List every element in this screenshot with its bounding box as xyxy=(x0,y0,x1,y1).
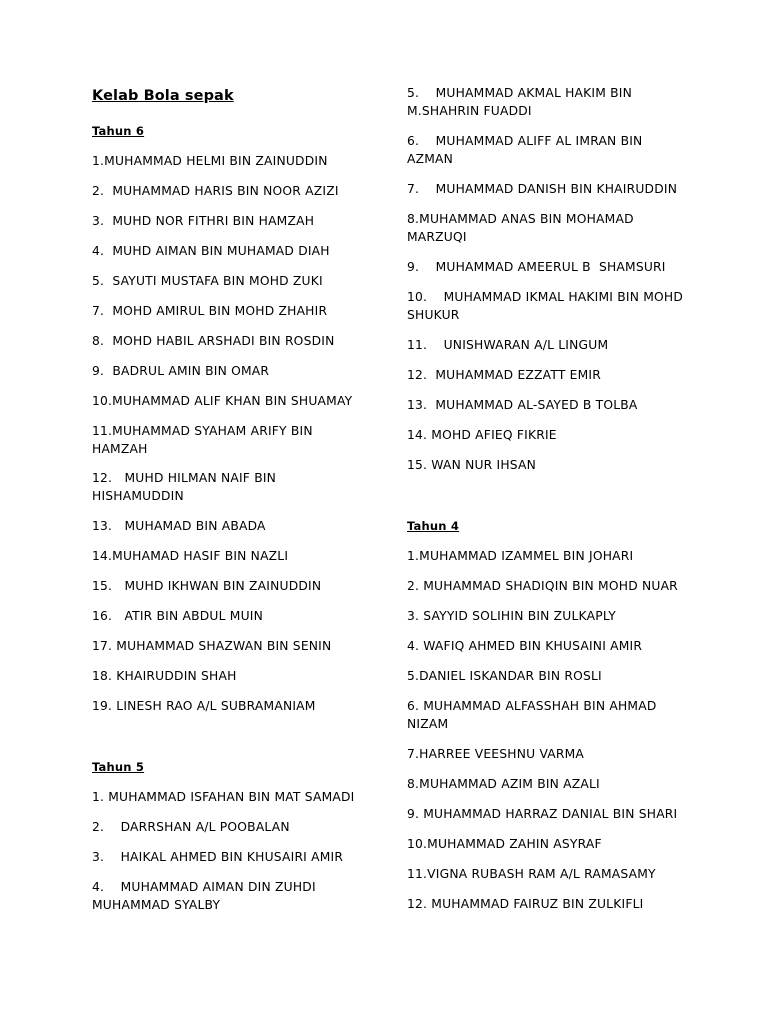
list-item: 16. ATIR BIN ABDUL MUIN xyxy=(92,609,264,623)
list-item: 9. MUHAMMAD HARRAZ DANIAL BIN SHARI xyxy=(407,807,678,821)
list-item: 4. WAFIQ AHMED BIN KHUSAINI AMIR xyxy=(407,639,643,653)
list-item: 1.MUHAMMAD HELMI BIN ZAINUDDIN xyxy=(92,154,328,168)
document-title: Kelab Bola sepak xyxy=(92,88,234,104)
list-item-continuation: HAMZAH xyxy=(92,442,148,456)
list-item: 9. MUHAMMAD AMEERUL B SHAMSURI xyxy=(407,260,666,274)
list-item-continuation: AZMAN xyxy=(407,152,454,166)
list-item: 11.MUHAMMAD SYAHAM ARIFY BIN xyxy=(92,424,313,438)
list-item-continuation: MUHAMMAD SYALBY xyxy=(92,898,221,912)
list-item-continuation: SHUKUR xyxy=(407,308,460,322)
list-item: 12. MUHAMMAD EZZATT EMIR xyxy=(407,368,601,382)
list-item: 3. HAIKAL AHMED BIN KHUSAIRI AMIR xyxy=(92,850,344,864)
list-item: 8.MUHAMMAD ANAS BIN MOHAMAD xyxy=(407,212,634,226)
list-item: 17. MUHAMMAD SHAZWAN BIN SENIN xyxy=(92,639,332,653)
list-item: 10.MUHAMMAD ALIF KHAN BIN SHUAMAY xyxy=(92,394,353,408)
list-item: 19. LINESH RAO A/L SUBRAMANIAM xyxy=(92,699,316,713)
list-item: 13. MUHAMAD BIN ABADA xyxy=(92,519,266,533)
list-item: 5. MUHAMMAD AKMAL HAKIM BIN xyxy=(407,86,633,100)
list-item: 6. MUHAMMAD ALFASSHAH BIN AHMAD xyxy=(407,699,657,713)
list-item: 4. MUHD AIMAN BIN MUHAMAD DIAH xyxy=(92,244,330,258)
list-item: 7. MUHAMMAD DANISH BIN KHAIRUDDIN xyxy=(407,182,678,196)
list-item: 10. MUHAMMAD IKMAL HAKIMI BIN MOHD xyxy=(407,290,684,304)
list-item: 12. MUHAMMAD FAIRUZ BIN ZULKIFLI xyxy=(407,897,644,911)
list-item: 15. MUHD IKHWAN BIN ZAINUDDIN xyxy=(92,579,322,593)
list-item: 11.VIGNA RUBASH RAM A/L RAMASAMY xyxy=(407,867,656,881)
section-heading-tahun4: Tahun 4 xyxy=(407,519,460,533)
list-item: 1.MUHAMMAD IZAMMEL BIN JOHARI xyxy=(407,549,634,563)
list-item: 3. SAYYID SOLIHIN BIN ZULKAPLY xyxy=(407,609,616,623)
list-item-continuation: M.SHAHRIN FUADDI xyxy=(407,104,532,118)
list-item-continuation: MARZUQI xyxy=(407,230,467,244)
list-item: 15. WAN NUR IHSAN xyxy=(407,458,537,472)
list-item: 7.HARREE VEESHNU VARMA xyxy=(407,747,585,761)
list-item: 5. SAYUTI MUSTAFA BIN MOHD ZUKI xyxy=(92,274,323,288)
list-item: 1. MUHAMMAD ISFAHAN BIN MAT SAMADI xyxy=(92,790,355,804)
section-heading-tahun6: Tahun 6 xyxy=(92,124,145,138)
list-item: 14.MUHAMAD HASIF BIN NAZLI xyxy=(92,549,289,563)
list-item: 10.MUHAMMAD ZAHIN ASYRAF xyxy=(407,837,602,851)
list-item: 3. MUHD NOR FITHRI BIN HAMZAH xyxy=(92,214,315,228)
list-item: 8.MUHAMMAD AZIM BIN AZALI xyxy=(407,777,600,791)
list-item: 6. MUHAMMAD ALIFF AL IMRAN BIN xyxy=(407,134,643,148)
section-heading-tahun5: Tahun 5 xyxy=(92,760,145,774)
list-item: 13. MUHAMMAD AL-SAYED B TOLBA xyxy=(407,398,638,412)
list-item: 2. MUHAMMAD HARIS BIN NOOR AZIZI xyxy=(92,184,339,198)
list-item: 2. MUHAMMAD SHADIQIN BIN MOHD NUAR xyxy=(407,579,678,593)
list-item: 12. MUHD HILMAN NAIF BIN xyxy=(92,471,277,485)
list-item: 2. DARRSHAN A/L POOBALAN xyxy=(92,820,290,834)
list-item: 11. UNISHWARAN A/L LINGUM xyxy=(407,338,609,352)
list-item: 14. MOHD AFIEQ FIKRIE xyxy=(407,428,557,442)
list-item: 4. MUHAMMAD AIMAN DIN ZUHDI xyxy=(92,880,316,894)
list-item: 5.DANIEL ISKANDAR BIN ROSLI xyxy=(407,669,602,683)
list-item: 9. BADRUL AMIN BIN OMAR xyxy=(92,364,270,378)
list-item-continuation: HISHAMUDDIN xyxy=(92,489,184,503)
list-item-continuation: NIZAM xyxy=(407,717,449,731)
list-item: 7. MOHD AMIRUL BIN MOHD ZHAHIR xyxy=(92,304,328,318)
list-item: 18. KHAIRUDDIN SHAH xyxy=(92,669,237,683)
list-item: 8. MOHD HABIL ARSHADI BIN ROSDIN xyxy=(92,334,335,348)
